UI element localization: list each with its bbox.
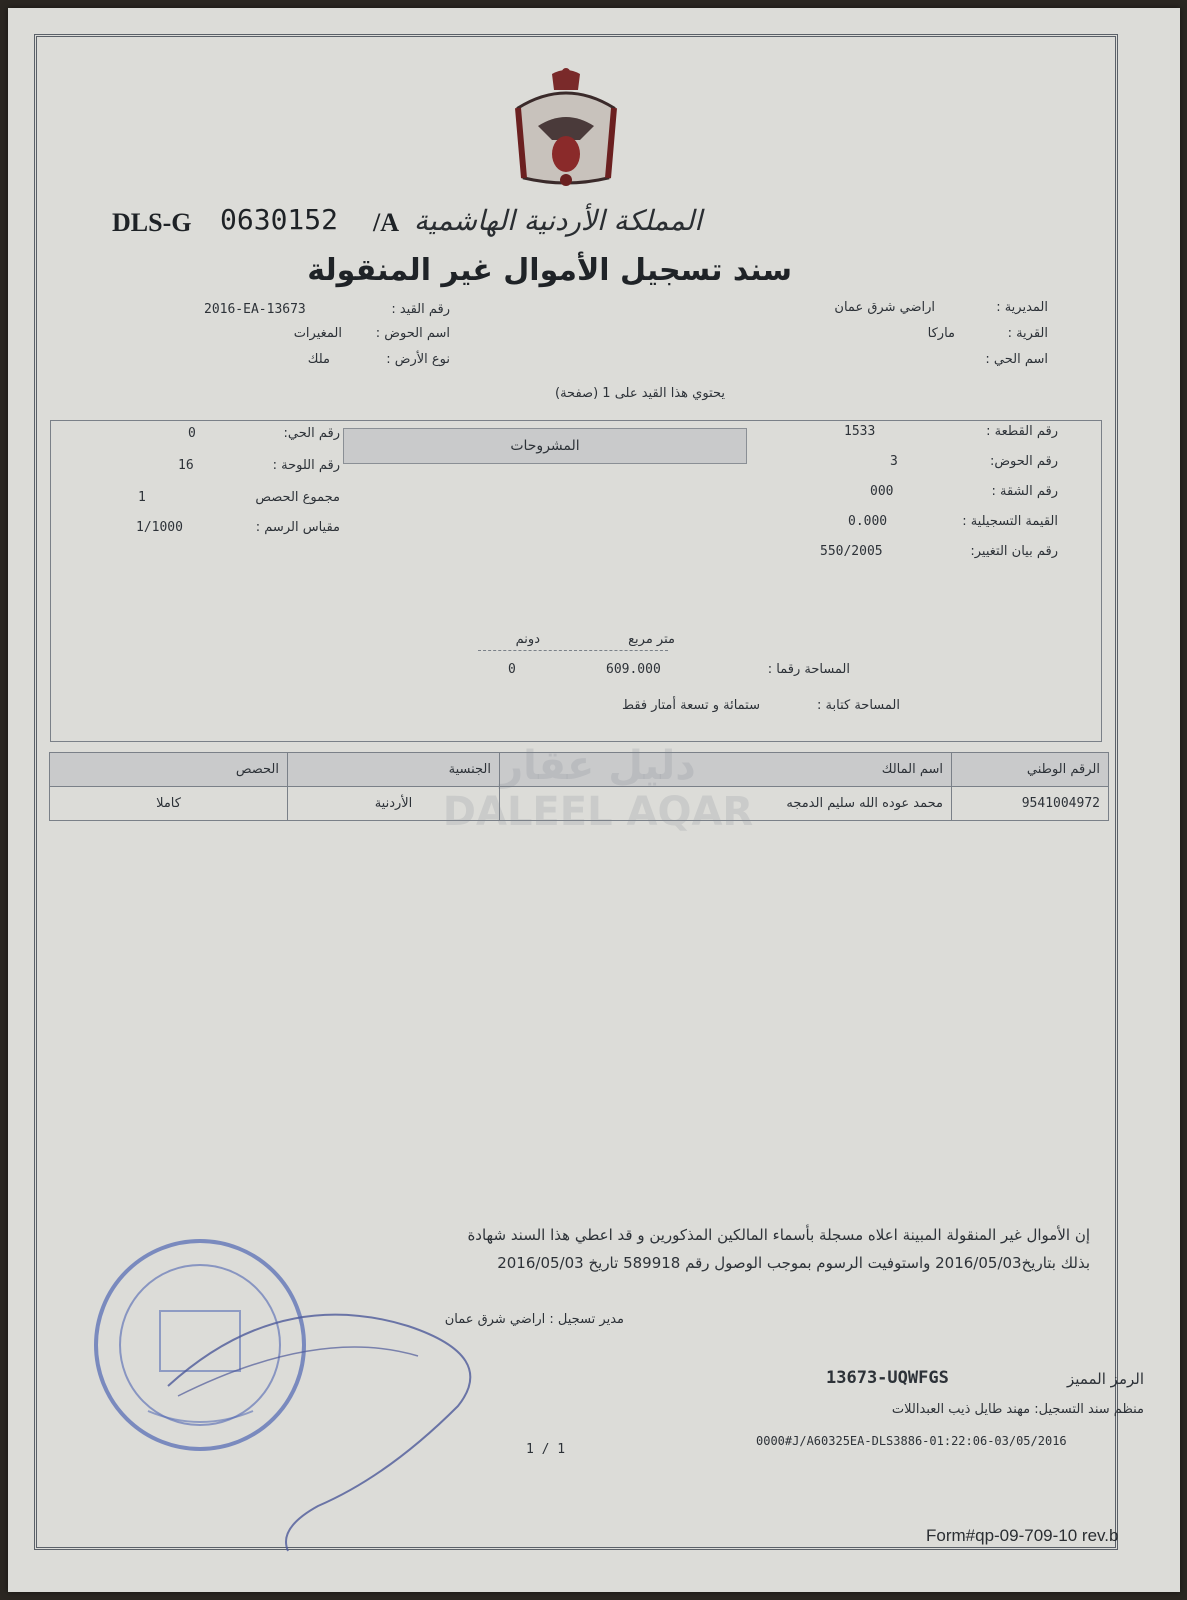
basin-no-value: 3 bbox=[890, 454, 898, 469]
col-nationality: الجنسية bbox=[288, 753, 500, 787]
jordan-coat-of-arms-icon bbox=[508, 68, 624, 198]
apartment-value: 000 bbox=[870, 484, 894, 499]
area-sqm-value: 609.000 bbox=[606, 662, 661, 677]
col-owner-name: اسم المالك bbox=[500, 753, 952, 787]
pages-note: يحتوي هذا القيد على 1 (صفحة) bbox=[555, 386, 725, 401]
serial-prefix: DLS-G bbox=[112, 208, 192, 237]
kingdom-name: المملكة الأردنية الهاشمية bbox=[413, 204, 702, 237]
scale-label: مقياس الرسم : bbox=[255, 520, 340, 535]
area-dunum-value: 0 bbox=[508, 662, 516, 677]
dunum-header: دونم bbox=[515, 632, 540, 647]
board-no-value: 16 bbox=[178, 458, 194, 473]
document-title: سند تسجيل الأموال غير المنقولة bbox=[307, 253, 792, 288]
form-number: Form#qp-09-709-10 rev.b bbox=[926, 1526, 1119, 1545]
apartment-label: رقم الشقة : bbox=[991, 484, 1058, 499]
owner-nationality: الأردنية bbox=[288, 787, 500, 821]
col-national-id: الرقم الوطني bbox=[952, 753, 1109, 787]
organizer-line: منظم سند التسجيل: مهند طايل ذيب العبداللات bbox=[891, 1402, 1144, 1417]
area-words-value: ستمائة و تسعة أمتار فقط bbox=[621, 698, 760, 713]
hay-no-label: رقم الحي: bbox=[283, 426, 340, 441]
land-type-label: نوع الأرض : bbox=[386, 352, 450, 367]
page-indicator: 1 / 1 bbox=[526, 1442, 566, 1457]
change-stmt-value: 550/2005 bbox=[820, 544, 883, 559]
certification-statement-line1: إن الأموال غير المنقولة المبينة اعلاه مسجلة بأسماء المالكين المذكورين و قد اعطي هذا السند شهادة bbox=[467, 1226, 1090, 1244]
col-shares: الحصص bbox=[50, 753, 288, 787]
unique-code-value: 13673-UQWFGS bbox=[826, 1368, 949, 1388]
notes-header: المشروحات bbox=[343, 428, 747, 464]
owner-national-id: 9541004972 bbox=[952, 787, 1109, 821]
neighborhood-label: اسم الحي : bbox=[985, 352, 1048, 367]
area-header-underline bbox=[478, 650, 668, 651]
serial-suffix: /A bbox=[373, 208, 399, 237]
owner-shares: كاملا bbox=[50, 787, 288, 821]
watermark-latin: DALEEL AQAR bbox=[442, 789, 754, 835]
trace-code: 0000#J/A60325EA-DLS3886-01:22:06-03/05/2016 bbox=[756, 1434, 1067, 1448]
directorate-value: اراضي شرق عمان bbox=[834, 300, 935, 315]
owner-name: محمد عوده الله سليم الدمجه bbox=[500, 787, 952, 821]
registration-deed-sheet bbox=[8, 8, 1180, 1592]
unique-code-label: الرمز المميز bbox=[1067, 1370, 1144, 1388]
sqm-header: متر مربع bbox=[628, 632, 675, 647]
signature-icon bbox=[158, 1266, 538, 1556]
record-no-label: رقم القيد : bbox=[391, 302, 450, 317]
basin-name-label: اسم الحوض : bbox=[375, 326, 450, 341]
watermark-arabic: دليل عقار bbox=[500, 743, 696, 789]
record-no-value: 2016-EA-13673 bbox=[204, 302, 306, 317]
reg-value-value: 0.000 bbox=[848, 514, 888, 529]
plot-no-value: 1533 bbox=[844, 424, 876, 439]
basin-name-value: المغيرات bbox=[293, 326, 342, 341]
village-label: القرية : bbox=[1007, 326, 1048, 341]
basin-no-label: رقم الحوض: bbox=[989, 454, 1058, 469]
watermark bbox=[338, 743, 858, 853]
registrar-line: مدير تسجيل : اراضي شرق عمان bbox=[444, 1312, 624, 1327]
land-type-value: ملك bbox=[307, 352, 330, 367]
scale-value: 1/1000 bbox=[136, 520, 183, 535]
plot-details-box bbox=[50, 420, 1102, 742]
board-no-label: رقم اللوحة : bbox=[272, 458, 340, 473]
serial-number: 0630152 bbox=[220, 203, 339, 236]
plot-no-label: رقم القطعة : bbox=[986, 424, 1058, 439]
reg-value-label: القيمة التسجيلية : bbox=[962, 514, 1058, 529]
area-words-label: المساحة كتابة : bbox=[817, 698, 900, 713]
area-digits-label: المساحة رقما : bbox=[767, 662, 850, 677]
change-stmt-label: رقم بيان التغيير: bbox=[970, 544, 1058, 559]
shares-total-label: مجموع الحصص bbox=[255, 490, 340, 505]
certification-statement-line2: بذلك بتاريخ2016/05/03 واستوفيت الرسوم بموجب الوصول رقم 589918 تاريخ 2016/05/03 bbox=[497, 1254, 1090, 1272]
directorate-label: المديرية : bbox=[996, 300, 1048, 315]
shares-total-value: 1 bbox=[138, 490, 146, 505]
village-value: ماركا bbox=[927, 326, 955, 341]
hay-no-value: 0 bbox=[188, 426, 196, 441]
